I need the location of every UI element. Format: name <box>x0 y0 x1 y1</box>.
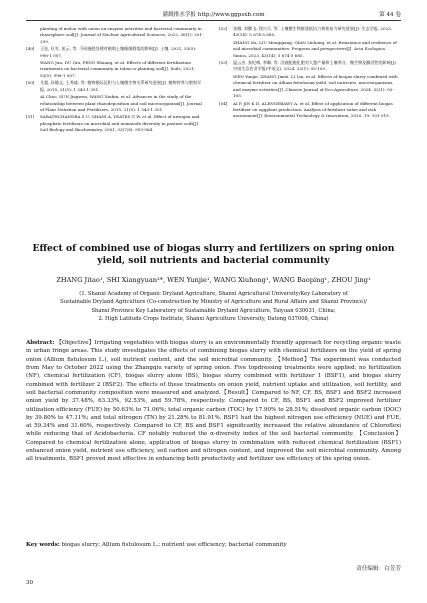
reference-item: [49] 王钰, 杜军, 彭云, 等. 不同施肥处理对植烟土壤细菌群落的影响[J]. 土壤, 2021, 53(5): 998-1 007. <box>26 46 197 58</box>
reference-item: WANG Jun, DU Qiu, PENG Shuang, et al. Effects of different fertilization treatments on bacterial community in tobacco-planting soil[J]. Soils, 2021, 53(5): 998-1 007. <box>40 60 195 78</box>
affiliation-line: Sustainable Dryland Agriculture (Co-construction by Ministry of Agriculture and Rural Affairs and Shanxi Province)/ <box>60 299 367 306</box>
reference-item: [54] AI P, JIN K D, ALENGEBAWY A, et al. Effect of application of different biogas fertilizer on eggplant production: Analysis of fertilizer value and risk assessment[J]. Environmental Technology & Innovation, 2020, 19: 101 019. <box>219 100 393 119</box>
reference-item: planting of melon with onion on enzyme activities and bacterial community in rhizosphere soil[J]. Journal of Nuclear Agricultural Sciences, 2022, 36(1): 201-209. <box>40 26 204 44</box>
reference-item: [51] SARATHCHANDRA S U, GHANI A, YEATES G W, et al. Effect of nitrogen and phosphate fertilisers on microbial and nematode diversity in pasture soils[J]. Soil Biology and Biochemistry, 2001, 33(7/8): 953-964. <box>26 114 200 133</box>
journal-name: 灌溉排水学报 http://www.ggpsxb.com <box>162 12 265 18</box>
affiliation-line: Shanxi Province Key Laboratory of Sustainable Dryland Agriculture, Taiyuan 030031, China; <box>91 307 336 314</box>
affiliation-line: (1. Shanxi Academy of Organic Dryland Agriculture, Shanxi Agricultural University/Key Laboratory of <box>79 291 348 297</box>
reference-column-right <box>219 26 399 121</box>
article-title: Effect of combined use of biogas slurry and fertilizers on spring onion yield, soil nutrients and bacterial community <box>32 243 395 266</box>
abstract <box>26 339 401 464</box>
keywords-label: Key words: <box>26 542 60 548</box>
affiliations <box>26 290 401 323</box>
reference-item: AI Chao, SUN Jingwen, WANG Xiubin, et al. Advances in the study of the relationship between plant rhizodeposition and soil microorganism[J]. Journal of Plant Nutrition and Fertilizers, 2015, 21(5): 1 343-1 351. <box>40 94 202 112</box>
responsible-editor: 责任编辑：白芳芳 <box>356 566 401 572</box>
running-header <box>26 8 401 21</box>
reference-item: [53] 温云杰, 张纪梅, 李琳, 等. 沼液配施化肥对大葱产量和土壤养分、微生物及酶活性的影响[J]. 中国生态农业学报(中英文), 2024, 32(1): 93-105. <box>219 60 397 72</box>
author-list: ZHANG Jitao¹, SHI Xiangyuan²*, WEN Yunjie¹, WANG Xiuhong¹, WANG Baoping¹, ZHOU Jing¹ <box>56 276 371 284</box>
volume-label: 第 44 卷 <box>379 12 401 18</box>
reference-column-left <box>26 26 206 135</box>
keywords <box>26 541 401 549</box>
abstract-text: 【Objective】Irrigating vegetables with biogas slurry is an environmentally friendly approach for recycling organic waste in urban fringe areas. This study investigates the effects of combining biogas slurry with chemical fertilizers on the yield of spring onion (Allium fistulosum L.), soil nutrient content, and the soil microbial community. 【Method】The experiment was conducted from May to October 2022 using the Zhangqiu variety of spring onion. Five topdressing treatments were applied: no fertilization (NF), chemical fertilization (CF), biogas slurry alone (BS), biogas slurry combined with fertilizer 1 (BSF1), and biogas slurry combined with fertilizer 2 (BSF2). The effects of these treatments on onion yield, nutrient uptake and utilization, soil fertility, and soil bacterial community composition were measured and analyzed.【Result】Compared to NF, CF, BS, BSF1 and BSF2 increased onion yield by 37.48%, 63.33%, 92.53%, and 59.78%, respectively. Compared to CF, BS, BSF1 and BSF2 improved fertilizer utilization efficiency (FUE) by 50.63% to 71.06%; total organic carbon (TOC) by 17.90% to 28.51%; dissolved organic carbon (DOC) by 39.80% to 47.11%; and total nitrogen (TN) by 21.28% to 81.91%. BSF1 had the highest nitrogen use efficiency (NUE) and FUE, at 59.34% and 31.60%, respectively. Compared to CF, BS and BSF1 significantly increased the relative abundance of Chloroflexi while reducing that of Acidobacteria. CF notably reduced the α-diversity index of the soil bacterial community. 【Conclusion】Compared to chemical fertilization alone, application of biogas slurry in combination with reduced chemical fertilization (BSF1) enhanced onion yield, nutrient use efficiency, soil carbon and nitrogen content, and improved the soil microbial community. Among all treatments, BSF1 proved most effective in enhancing both productivity and fertilizer use efficiency of the spring onion. <box>26 340 401 463</box>
abstract-label: Abstract: <box>26 340 55 346</box>
reference-item: ZHANG Na, LIU Mengqiang, QIAN Linhong, et al. Resistance and resilience of soil microbial communities: Progress and perspectives[J]. Acta Ecologica Sinica, 2023, 43(14): 5 674-5 685. <box>233 39 397 58</box>
affiliation-line: 2. High Latitude Crops Institute, Shanxi Agriculture University, Datong 037008, China) <box>98 315 329 322</box>
page-number: 30 <box>26 580 34 586</box>
keywords-text: biogas slurry; Allium fistulosum L.; nutrient use efficiency; bacterial community <box>61 542 287 548</box>
reference-item: [50] 艾超, 孙静文, 王秀斌, 等. 植物根际沉积与土壤微生物关系研究进展[J]. 植物营养与肥料学报, 2015, 21(5): 1 343-1 351. <box>26 80 202 92</box>
reference-item: WEN Yunjie, ZHANG Jimei, LI Lin, et al. Effects of biogas slurry combined with chemical fertilizer on Allium fistulosum yield, soil nutrients, microorganisms, and enzyme activities[J]. Chinese Journal of Eco-Agriculture, 2024, 32(1): 93-105. <box>233 73 398 98</box>
reference-item: [52] 张娜, 刘腾飞, 钱兴兵, 等. 土壤微生物群落抵抗力和恢复力研究进展[J]. 生态学报, 2023, 43(14): 5 674-5 685. <box>219 26 393 38</box>
